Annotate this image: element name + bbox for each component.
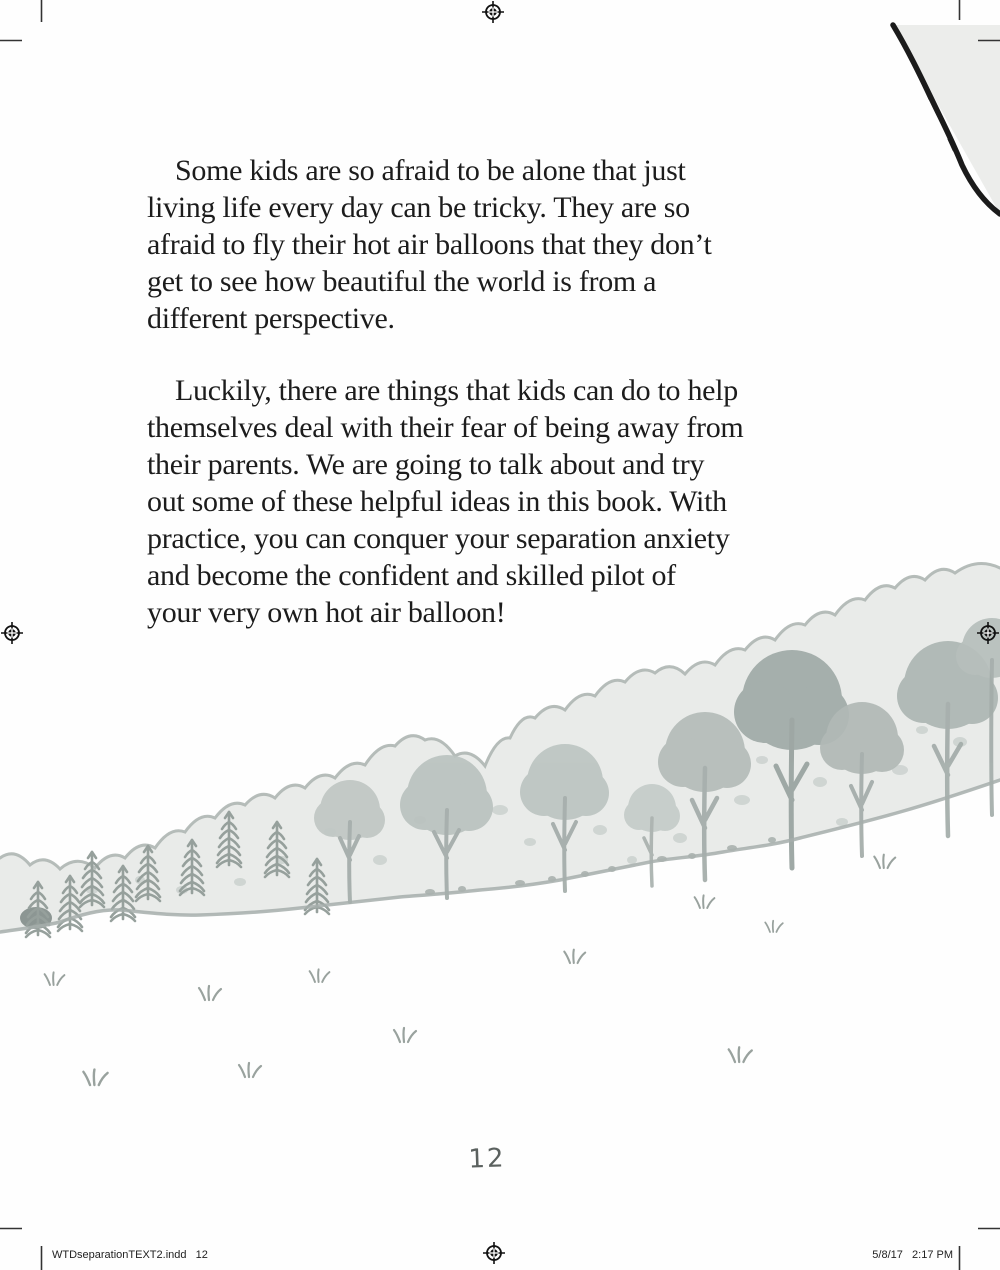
text-line: different perspective. — [147, 302, 395, 335]
text-line: get to see how beautiful the world is from a — [147, 265, 657, 298]
text-line: Some kids are so afraid to be alone that just — [175, 154, 686, 187]
body-text — [147, 152, 867, 631]
text-line: your very own hot air balloon! — [147, 596, 506, 629]
text-line: practice, you can conquer your separation anxiety — [147, 522, 730, 555]
text-line: themselves deal with their fear of being away from — [147, 411, 744, 444]
text-line: Luckily, there are things that kids can do to help — [175, 374, 738, 407]
page-number: 12 — [467, 1143, 507, 1175]
text-line: out some of these helpful ideas in this book. With — [147, 485, 727, 518]
forest-illustration — [0, 560, 1000, 1120]
paragraph-2 — [147, 372, 867, 631]
registration-mark-bottom — [483, 1242, 505, 1264]
text-line: living life every day can be tricky. They are so — [147, 191, 690, 224]
footer-timestamp: 5/8/17 2:17 PM — [872, 1249, 953, 1261]
text-line: afraid to fly their hot air balloons that they don’t — [147, 228, 712, 261]
paragraph-1 — [147, 152, 867, 337]
footer-filename: WTDseparationTEXT2.indd 12 — [52, 1249, 208, 1261]
registration-mark-top — [482, 1, 504, 23]
text-line: their parents. We are going to talk about and try — [147, 448, 705, 481]
torn-page-corner — [893, 25, 1000, 214]
text-line: and become the confident and skilled pilot of — [147, 559, 676, 592]
